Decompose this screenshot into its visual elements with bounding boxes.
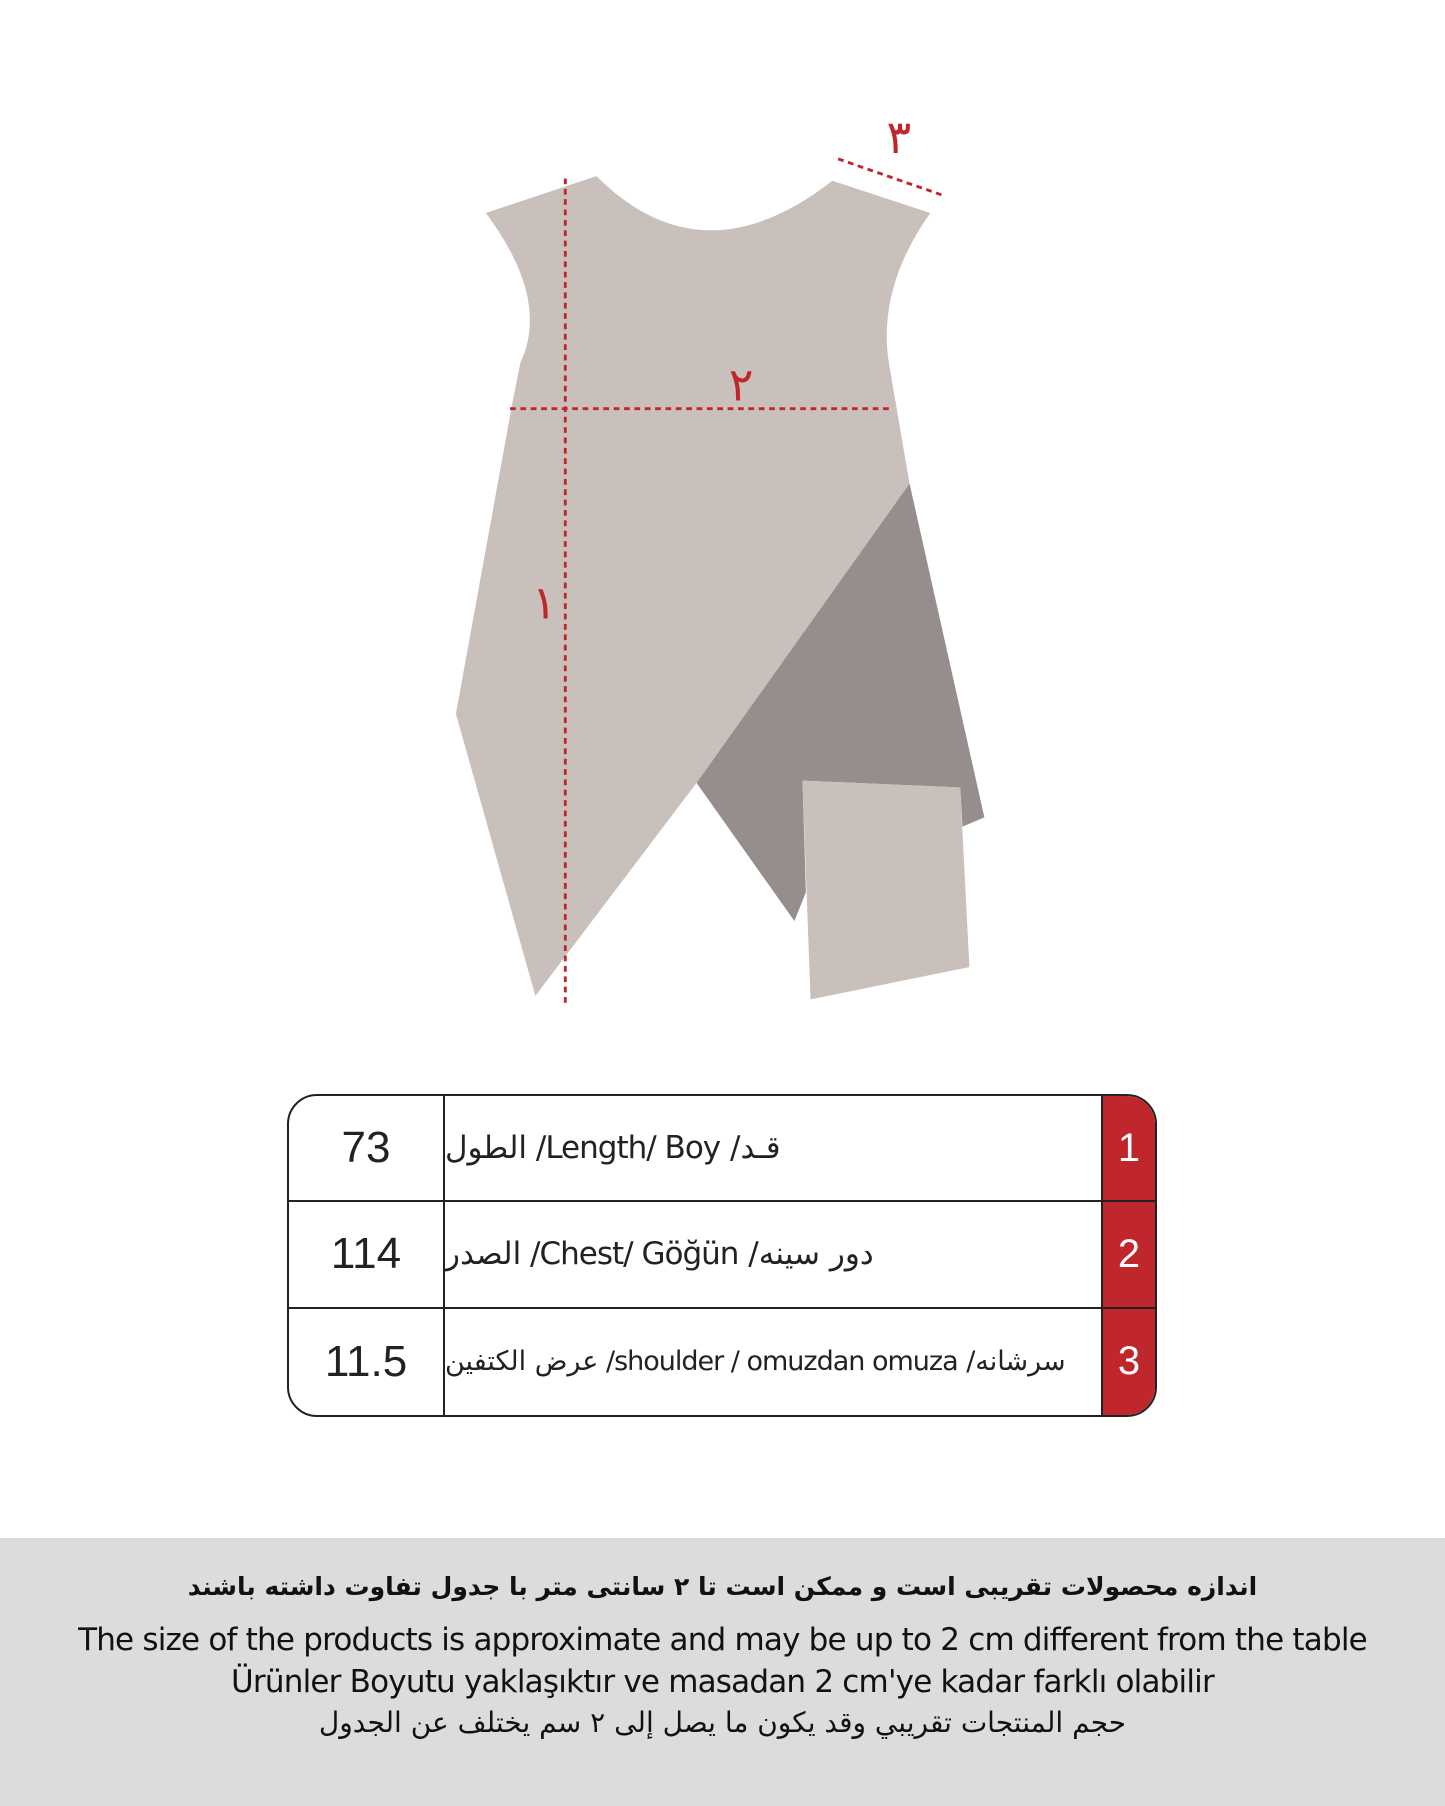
chest-label: ٢ [728,357,754,412]
disclaimer-arabic: حجم المنتجات تقريبي وقد يكون ما يصل إلى ٢ سم يختلف عن الجدول [318,1706,1127,1739]
table-row [289,1202,1155,1308]
length-label: ١ [531,575,557,630]
row-label: دور سینه/ Chest/ Göğün/ الصدر [445,1236,874,1273]
table-row [289,1096,1155,1202]
row-number: 3 [1101,1309,1155,1415]
size-table [287,1094,1157,1417]
row-value: 114 [289,1202,445,1306]
table-row [289,1309,1155,1415]
disclaimer-english: The size of the products is approximate and may be up to 2 cm different from the table [78,1622,1367,1658]
garment-pocket [802,781,969,1000]
row-number: 2 [1101,1202,1155,1306]
shoulder-label: ٣ [886,110,912,165]
row-value: 11.5 [289,1309,445,1415]
row-value: 73 [289,1096,445,1200]
row-label: سرشانه/ shoulder / omuzdan omuza/ عرض الكتفين [445,1346,1066,1378]
disclaimer-turkish: Ürünler Boyutu yaklaşıktır ve masadan 2 cm'ye kadar farklı olabilir [231,1664,1214,1700]
row-label: قـد/ Length/ Boy/ الطول [445,1130,781,1167]
row-number: 1 [1101,1096,1155,1200]
disclaimer-persian: اندازه محصولات تقریبی است و ممکن است تا ۲ سانتی متر با جدول تفاوت داشته باشند [187,1572,1258,1601]
disclaimer-footer [0,1538,1445,1806]
